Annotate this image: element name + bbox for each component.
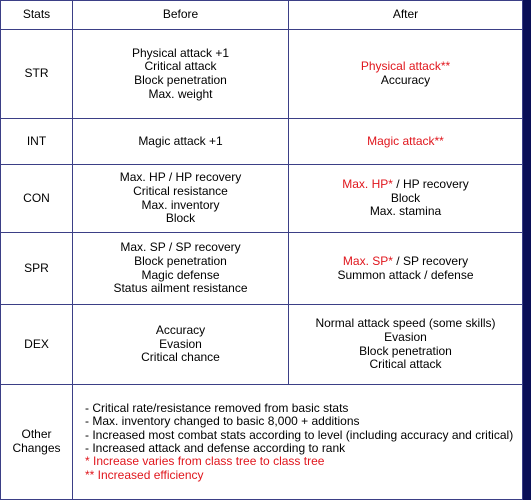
header-row — [1, 1, 523, 30]
after-text: / HP recovery — [392, 177, 469, 192]
after-cell — [289, 119, 523, 165]
note-line: - Critical rate/resistance removed from basic stats — [85, 400, 349, 415]
before-line: Physical attack +1 — [131, 45, 230, 60]
before-line: Max. inventory — [141, 197, 220, 212]
before-cell — [73, 305, 289, 385]
other-label-line: Changes — [12, 441, 61, 455]
before-line: Max. weight — [148, 86, 213, 101]
after-text: Normal attack speed (some skills) — [315, 316, 496, 331]
after-text: / SP recovery — [392, 253, 469, 268]
after-text: Summon attack / defense — [337, 267, 474, 282]
after-text-highlight: Max. SP* — [342, 253, 393, 268]
note-line: - Increased attack and defense according to rank — [85, 441, 346, 455]
stat-name: SPR — [1, 233, 73, 305]
after-line — [293, 192, 518, 206]
after-line — [293, 317, 518, 331]
after-text: Evasion — [384, 329, 427, 344]
before-cell — [73, 30, 289, 119]
after-line — [293, 74, 518, 88]
after-text-highlight: Physical attack** — [360, 59, 451, 74]
other-changes-notes — [73, 385, 523, 500]
after-text-highlight: Max. HP* — [342, 177, 393, 192]
other-changes-label — [1, 385, 73, 500]
before-line: Block — [165, 211, 196, 226]
row-spr — [1, 233, 523, 305]
header-before: Before — [73, 1, 289, 30]
stat-name: INT — [1, 119, 73, 165]
after-line — [293, 135, 518, 149]
row-other-changes — [1, 385, 523, 500]
after-line — [293, 60, 518, 74]
before-line: Block penetration — [134, 73, 227, 87]
before-line: Status ailment resistance — [113, 281, 248, 296]
after-cell — [289, 305, 523, 385]
before-cell — [73, 119, 289, 165]
row-int — [1, 119, 523, 165]
stat-name: CON — [1, 165, 73, 233]
after-line — [293, 331, 518, 345]
after-cell — [289, 233, 523, 305]
after-text: Block — [390, 190, 421, 205]
after-line — [293, 269, 518, 283]
after-line — [293, 255, 518, 269]
after-text-highlight: Magic attack** — [367, 133, 444, 148]
before-line: Accuracy — [155, 323, 206, 338]
before-line: Max. SP / SP recovery — [120, 240, 241, 255]
note-line: - Max. inventory changed to basic 8,000 + additions — [85, 414, 360, 429]
before-cell — [73, 165, 289, 233]
footnote-efficiency: ** Increased efficiency — [85, 467, 204, 482]
stat-name: DEX — [1, 305, 73, 385]
after-text: Max. stamina — [369, 204, 442, 219]
row-con — [1, 165, 523, 233]
before-line: Block penetration — [134, 253, 227, 268]
after-text: Block penetration — [359, 343, 452, 358]
after-line — [293, 205, 518, 219]
other-label-line: Other — [21, 427, 52, 442]
note-line: - Increased most combat stats according to level (including accuracy and critical) — [85, 427, 514, 442]
before-cell — [73, 233, 289, 305]
after-text: Critical attack — [369, 357, 442, 372]
after-line — [293, 358, 518, 372]
before-line: Evasion — [159, 336, 202, 351]
after-cell — [289, 30, 523, 119]
before-line: Critical chance — [141, 350, 220, 365]
after-cell — [289, 165, 523, 233]
before-line: Critical resistance — [133, 183, 228, 198]
footnote-class-tree: * Increase varies from class tree to class tree — [85, 454, 325, 469]
row-str — [1, 30, 523, 119]
before-line: Critical attack — [144, 59, 217, 74]
before-line: Magic attack +1 — [138, 133, 223, 148]
row-dex — [1, 305, 523, 385]
stat-name: STR — [1, 30, 73, 119]
before-line: Magic defense — [141, 267, 220, 282]
before-line: Max. HP / HP recovery — [119, 170, 242, 185]
after-text: Accuracy — [380, 73, 431, 87]
after-line — [293, 345, 518, 359]
after-line — [293, 178, 518, 192]
header-stats: Stats — [1, 1, 73, 30]
header-after: After — [289, 1, 523, 30]
